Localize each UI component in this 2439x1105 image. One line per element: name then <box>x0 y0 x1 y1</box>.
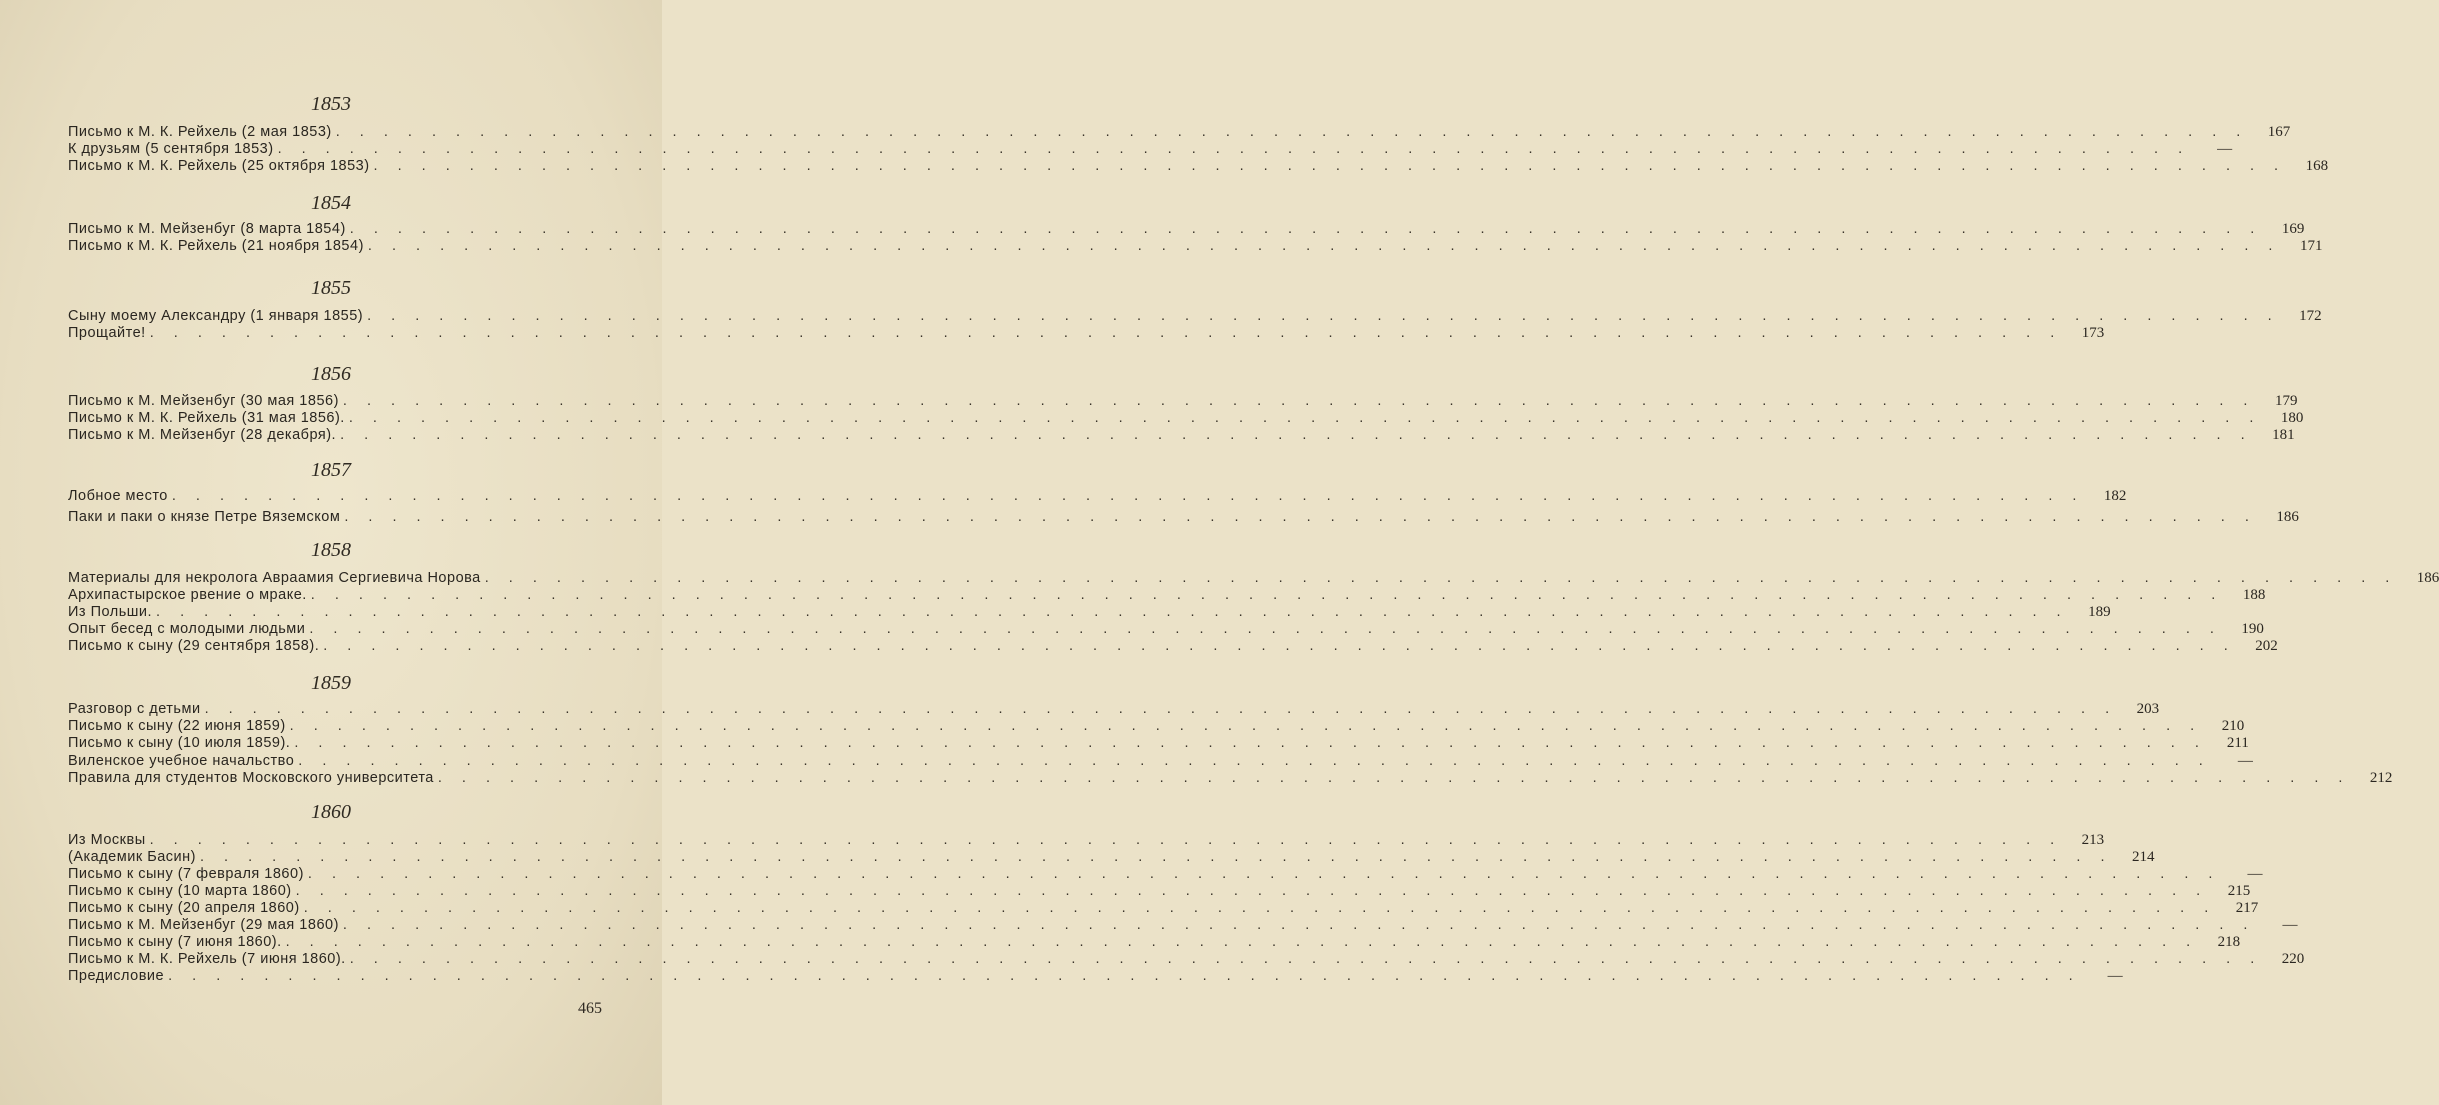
dot-leader: . . . . . . . . . . . . . . . . . . . . . . . . . . . . . . . . . . . . . . . . . . . . . . . . . . . . . . . . . . . . . . . . . . . . . . . . . . . . . . . . <box>298 752 2211 769</box>
entry-title: Материалы для некролога Авраамия Сергиевича Норова <box>68 570 481 586</box>
entry-title: Письмо к М. К. Рейхель (31 мая 1856). <box>68 410 345 426</box>
entry-title: Сыну моему Александру (1 января 1855) <box>68 308 364 324</box>
entry-title: К друзьям (5 сентября 1853) <box>68 141 274 157</box>
entry-title: Архипастырское рвение о мраке. <box>68 587 307 603</box>
entry-title: Правила для студентов Московского университета <box>68 769 434 786</box>
dot-leader: . . . . . . . . . . . . . . . . . . . . . . . . . . . . . . . . . . . . . . . . . . . . . . . . . . . . . . . . . . . . . . . . . . . . . . . . . . . . . . . . <box>199 849 2113 865</box>
entry-title: Письмо к М. Мейзенбуг (30 мая 1856) <box>68 393 339 409</box>
dot-leader: . . . . . . . . . . . . . . . . . . . . . . . . . . . . . . . . . . . . . . . . . . . . . . . . . . . . . . . . . . . . . . . . . . . . . . . . . . . . . . . . <box>149 325 2063 341</box>
entry-page-number: — <box>2247 866 2263 882</box>
entry-page-number: 179 <box>2274 393 2298 409</box>
dot-leader: . . . . . . . . . . . . . . . . . . . . . . . . . . . . . . . . . . . . . . . . . . . . . . . . . . . . . . . . . . . . . . . . . . . . . . . . . . . . . . . . <box>373 158 2287 174</box>
toc-entry[interactable] <box>68 638 2278 655</box>
dot-leader: . . . . . . . . . . . . . . . . . . . . . . . . . . . . . . . . . . . . . . . . . . . . . . . . . . . . . . . . . . . . . . . . . . . . . . . . . . . . . . . . <box>204 701 2118 717</box>
page-number: 465 <box>578 1000 602 1017</box>
toc-entry[interactable] <box>68 488 2127 505</box>
dot-leader: . . . . . . . . . . . . . . . . . . . . . . . . . . . . . . . . . . . . . . . . . . . . . . . . . . . . . . . . . . . . . . . . . . . . . . . . . . . . . . . . <box>335 124 2249 140</box>
dot-leader: . . . . . . . . . . . . . . . . . . . . . . . . . . . . . . . . . . . . . . . . . . . . . . . . . . . . . . . . . . . . . . . . . . . . . . . . . . . . . . . . <box>437 769 2351 786</box>
entry-page-number: 171 <box>2299 238 2323 254</box>
toc-entry[interactable] <box>68 832 2105 849</box>
toc-entry[interactable] <box>68 701 2160 718</box>
dot-leader: . . . . . . . . . . . . . . . . . . . . . . . . . . . . . . . . . . . . . . . . . . . . . . . . . . . . . . . . . . . . . . . . . . . . . . . . . . . . . . . . <box>310 587 2224 603</box>
entry-title: Письмо к М. К. Рейхель (21 ноября 1854) <box>68 238 364 254</box>
toc-entry[interactable] <box>68 124 2291 141</box>
dot-leader: . . . . . . . . . . . . . . . . . . . . . . . . . . . . . . . . . . . . . . . . . . . . . . . . . . . . . . . . . . . . . . . . . . . . . . . . . . . . . . . . <box>289 718 2203 735</box>
dot-leader: . . . . . . . . . . . . . . . . . . . . . . . . . . . . . . . . . . . . . . . . . . . . . . . . . . . . . . . . . . . . . . . . . . . . . . . . . . . . . . . . <box>348 410 2262 426</box>
dot-leader: . . . . . . . . . . . . . . . . . . . . . . . . . . . . . . . . . . . . . . . . . . . . . . . . . . . . . . . . . . . . . . . . . . . . . . . . . . . . . . . . <box>367 238 2281 254</box>
toc-entry[interactable] <box>68 587 2266 604</box>
entry-title: (Академик Басин) <box>68 849 196 865</box>
dot-leader: . . . . . . . . . . . . . . . . . . . . . . . . . . . . . . . . . . . . . . . . . . . . . . . . . . . . . . . . . . . . . . . . . . . . . . . . . . . . . . . . <box>295 883 2209 899</box>
entry-title: Письмо к сыну (7 февраля 1860) <box>68 866 304 882</box>
dot-leader: . . . . . . . . . . . . . . . . . . . . . . . . . . . . . . . . . . . . . . . . . . . . . . . . . . . . . . . . . . . . . . . . . . . . . . . . . . . . . . . . <box>171 488 2085 504</box>
toc-entry[interactable] <box>68 900 2259 917</box>
dot-leader: . . . . . . . . . . . . . . . . . . . . . . . . . . . . . . . . . . . . . . . . . . . . . . . . . . . . . . . . . . . . . . . . . . . . . . . . . . . . . . . . <box>342 393 2256 409</box>
entry-page-number: — <box>2217 141 2233 157</box>
dot-leader: . . . . . . . . . . . . . . . . . . . . . . . . . . . . . . . . . . . . . . . . . . . . . . . . . . . . . . . . . . . . . . . . . . . . . . . . . . . . . . . . <box>307 866 2221 882</box>
year-heading: 1859 <box>311 672 351 694</box>
entry-title: Письмо к сыну (20 апреля 1860) <box>68 900 300 916</box>
year-heading: 1854 <box>311 192 351 214</box>
entry-title: Опыт бесед с молодыми людьми <box>68 621 306 637</box>
entry-page-number: 186 <box>2276 509 2299 525</box>
entry-page-number: 182 <box>2103 488 2127 504</box>
toc-entry[interactable] <box>68 509 2299 526</box>
toc-entry[interactable] <box>68 917 2298 934</box>
entry-title: Лобное место <box>68 488 168 504</box>
entry-page-number: 188 <box>2242 587 2266 603</box>
entry-title: Из Москвы <box>68 832 146 848</box>
entry-page-number: 172 <box>2299 308 2322 324</box>
toc-entry[interactable] <box>68 393 2298 410</box>
entry-title: Письмо к сыну (10 июля 1859). <box>68 735 291 752</box>
entry-page-number: 220 <box>2281 951 2305 967</box>
entry-page-number: — <box>2107 968 2123 984</box>
entry-page-number: 181 <box>2272 427 2295 443</box>
toc-entry[interactable] <box>68 238 2323 255</box>
entry-page-number: — <box>2237 752 2253 769</box>
entry-page-number: 168 <box>2305 158 2329 174</box>
entry-title: Письмо к сыну (29 сентября 1858). <box>68 638 320 654</box>
entry-title: Письмо к М. Мейзенбуг (29 мая 1860) <box>68 917 339 933</box>
entry-title: Письмо к М. К. Рейхель (25 октября 1853) <box>68 158 370 174</box>
toc-entry[interactable] <box>68 604 2111 621</box>
entry-title: Письмо к М. Мейзенбуг (8 марта 1854) <box>68 221 346 237</box>
entry-page-number: 213 <box>2081 832 2105 848</box>
dot-leader: . . . . . . . . . . . . . . . . . . . . . . . . . . . . . . . . . . . . . . . . . . . . . . . . . . . . . . . . . . . . . . . . . . . . . . . . . . . . . . . . <box>323 638 2236 654</box>
entry-page-number: 210 <box>2221 718 2245 735</box>
entry-page-number: 186 <box>2416 570 2439 586</box>
dot-leader: . . . . . . . . . . . . . . . . . . . . . . . . . . . . . . . . . . . . . . . . . . . . . . . . . . . . . . . . . . . . . . . . . . . . . . . . . . . . . . . . <box>367 308 2280 324</box>
toc-entry[interactable] <box>68 769 2393 787</box>
dot-leader: . . . . . . . . . . . . . . . . . . . . . . . . . . . . . . . . . . . . . . . . . . . . . . . . . . . . . . . . . . . . . . . . . . . . . . . . . . . . . . . . <box>285 934 2199 950</box>
toc-entry[interactable] <box>68 752 2253 770</box>
dot-leader: . . . . . . . . . . . . . . . . . . . . . . . . . . . . . . . . . . . . . . . . . . . . . . . . . . . . . . . . . . . . . . . . . . . . . . . . . . . . . . . . <box>149 832 2063 848</box>
toc-entry[interactable] <box>68 410 2304 427</box>
toc-entry[interactable] <box>68 883 2251 900</box>
entry-title: Письмо к М. Мейзенбуг (28 декабря). <box>68 427 337 443</box>
toc-entry[interactable] <box>68 934 2241 951</box>
toc-entry[interactable] <box>68 308 2322 325</box>
year-heading: 1860 <box>311 801 351 823</box>
dot-leader: . . . . . . . . . . . . . . . . . . . . . . . . . . . . . . . . . . . . . . . . . . . . . . . . . . . . . . . . . . . . . . . . . . . . . . . . . . . . . . . . <box>156 604 2069 620</box>
toc-entry[interactable] <box>68 968 2123 985</box>
year-heading: 1853 <box>311 93 351 115</box>
entry-page-number: 215 <box>2227 883 2251 899</box>
toc-entry[interactable] <box>68 158 2329 175</box>
entry-page-number: 217 <box>2235 900 2259 916</box>
entry-title: Письмо к М. К. Рейхель (7 июня 1860). <box>68 951 346 967</box>
toc-entry[interactable] <box>68 427 2295 444</box>
toc-entry[interactable] <box>68 866 2263 883</box>
dot-leader: . . . . . . . . . . . . . . . . . . . . . . . . . . . . . . . . . . . . . . . . . . . . . . . . . . . . . . . . . . . . . . . . . . . . . . . . . . . . . . . . <box>484 570 2398 586</box>
year-heading: 1856 <box>311 363 351 385</box>
toc-entry[interactable] <box>68 621 2264 638</box>
entry-title: Предисловие <box>68 968 165 984</box>
entry-page-number: 189 <box>2088 604 2111 620</box>
dot-leader: . . . . . . . . . . . . . . . . . . . . . . . . . . . . . . . . . . . . . . . . . . . . . . . . . . . . . . . . . . . . . . . . . . . . . . . . . . . . . . . . <box>344 509 2257 525</box>
entry-page-number: 218 <box>2217 934 2241 950</box>
entry-title: Письмо к сыну (10 марта 1860) <box>68 883 292 899</box>
entry-page-number: — <box>2282 917 2298 933</box>
dot-leader: . . . . . . . . . . . . . . . . . . . . . . . . . . . . . . . . . . . . . . . . . . . . . . . . . . . . . . . . . . . . . . . . . . . . . . . . . . . . . . . . <box>349 221 2263 237</box>
entry-page-number: 214 <box>2132 849 2155 865</box>
toc-entry[interactable] <box>68 141 2233 158</box>
year-heading: 1857 <box>311 459 351 481</box>
toc-entry[interactable] <box>68 325 2105 342</box>
entry-title: Письмо к сыну (22 июня 1859) <box>68 718 286 735</box>
entry-title: Виленское учебное начальство <box>68 752 295 769</box>
toc-entry[interactable] <box>68 849 2155 866</box>
entry-page-number: 202 <box>2255 638 2278 654</box>
dot-leader: . . . . . . . . . . . . . . . . . . . . . . . . . . . . . . . . . . . . . . . . . . . . . . . . . . . . . . . . . . . . . . . . . . . . . . . . . . . . . . . . <box>309 621 2222 637</box>
toc-entry[interactable] <box>68 951 2305 968</box>
dot-leader: . . . . . . . . . . . . . . . . . . . . . . . . . . . . . . . . . . . . . . . . . . . . . . . . . . . . . . . . . . . . . . . . . . . . . . . . . . . . . . . . <box>303 900 2217 916</box>
year-heading: 1855 <box>311 277 351 299</box>
dot-leader: . . . . . . . . . . . . . . . . . . . . . . . . . . . . . . . . . . . . . . . . . . . . . . . . . . . . . . . . . . . . . . . . . . . . . . . . . . . . . . . . <box>342 917 2256 933</box>
entry-title: Письмо к сыну (7 июня 1860). <box>68 934 282 950</box>
entry-title: Письмо к М. К. Рейхель (2 мая 1853) <box>68 124 332 140</box>
dot-leader: . . . . . . . . . . . . . . . . . . . . . . . . . . . . . . . . . . . . . . . . . . . . . . . . . . . . . . . . . . . . . . . . . . . . . . . . . . . . . . . . <box>349 951 2263 967</box>
year-heading: 1858 <box>311 539 351 561</box>
toc-entry[interactable] <box>68 718 2245 735</box>
entry-page-number: 211 <box>2226 735 2249 752</box>
entry-page-number: 167 <box>2267 124 2291 140</box>
toc-entry[interactable] <box>68 221 2305 238</box>
entry-title: Из Польши. <box>68 604 153 620</box>
entry-title: Паки и паки о князе Петре Вяземском <box>68 509 341 525</box>
toc-entry[interactable] <box>68 735 2249 752</box>
entry-page-number: 169 <box>2281 221 2305 237</box>
dot-leader: . . . . . . . . . . . . . . . . . . . . . . . . . . . . . . . . . . . . . . . . . . . . . . . . . . . . . . . . . . . . . . . . . . . . . . . . . . . . . . . . <box>294 735 2207 752</box>
dot-leader: . . . . . . . . . . . . . . . . . . . . . . . . . . . . . . . . . . . . . . . . . . . . . . . . . . . . . . . . . . . . . . . . . . . . . . . . . . . . . . . . <box>340 427 2253 443</box>
dot-leader: . . . . . . . . . . . . . . . . . . . . . . . . . . . . . . . . . . . . . . . . . . . . . . . . . . . . . . . . . . . . . . . . . . . . . . . . . . . . . . . . <box>168 968 2081 984</box>
entry-title: Разговор с детьми <box>68 701 201 717</box>
entry-page-number: 173 <box>2081 325 2105 341</box>
toc-entry[interactable] <box>68 570 2439 587</box>
entry-page-number: 212 <box>2369 769 2393 786</box>
entry-page-number: 190 <box>2241 621 2264 637</box>
entry-title: Прощайте! <box>68 325 146 341</box>
dot-leader: . . . . . . . . . . . . . . . . . . . . . . . . . . . . . . . . . . . . . . . . . . . . . . . . . . . . . . . . . . . . . . . . . . . . . . . . . . . . . . . . <box>277 141 2191 157</box>
entry-page-number: 203 <box>2136 701 2160 717</box>
entry-page-number: 180 <box>2280 410 2304 426</box>
